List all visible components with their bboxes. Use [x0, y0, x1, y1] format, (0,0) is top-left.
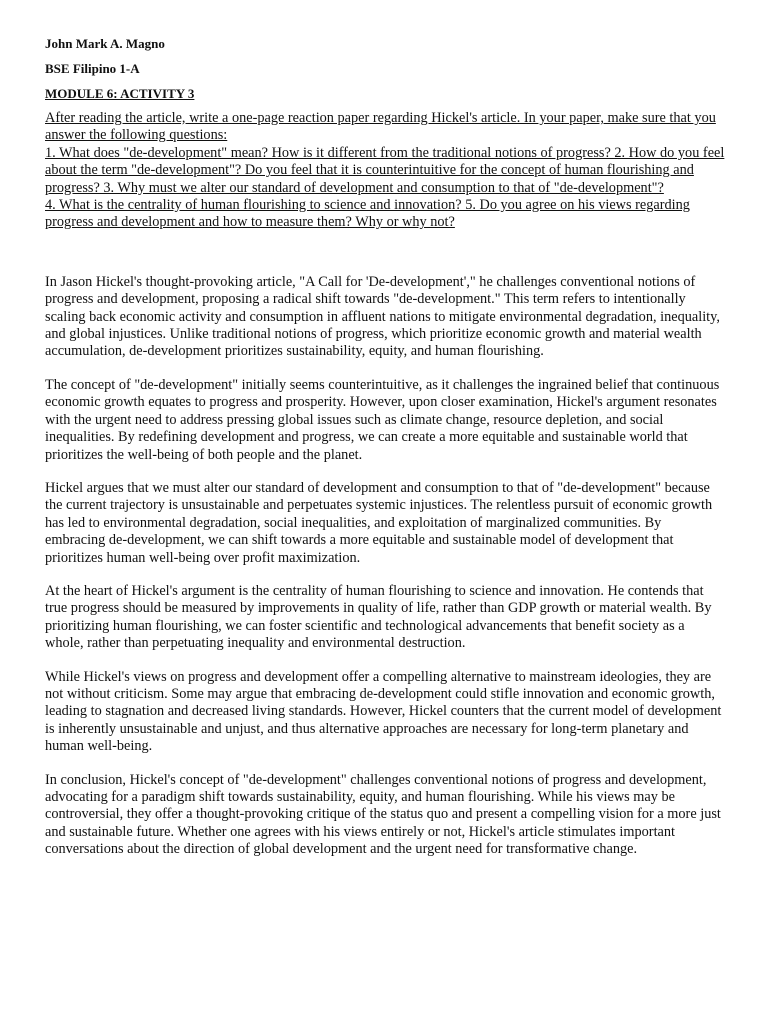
paragraph-alter-standard: Hickel argues that we must alter our standard of development and consumption to that of "de-development" because the current trajectory is unsustainable and perpetuates systemic injustices. The relentless pursuit of economic growth has led to environmental degradation, social inequalities, and exploitation of marginalized communities. By embracing de-development, we can shift towards a more equitable and sustainable model of development that prioritizes human well-being over profit maximization.: [45, 479, 713, 566]
paragraph-introduction: In Jason Hickel's thought-provoking article, "A Call for 'De-development'," he challenges conventional notions of progress and development, proposing a radical shift towards "de-development." This term refers to intentionally scaling back economic activity and consumption in affluent nations to mitigate environmental degradation, inequality, and global injustices. Unlike traditional notions of progress, which prioritize economic growth and material wealth accumulation, de-development prioritizes sustainability, equity, and human flourishing.: [45, 273, 720, 360]
course-section: BSE Filipino 1-A: [45, 61, 140, 76]
prompt-questions-1-3: 1. What does "de-development" mean? How is it different from the traditional notions of progress? 2. How do you feel about the term "de-development"? Do you feel that it is counterintuitive for the concept of human flourishing and progress? 3. Why must we alter our standard of development and consumption to that of "de-development"?: [45, 144, 725, 196]
document-page: [45, 36, 725, 875]
paragraph-human-flourishing: At the heart of Hickel's argument is the centrality of human flourishing to science and innovation. He contends that true progress should be measured by improvements in quality of life, rather than GDP growth or material wealth. By prioritizing human flourishing, we can foster scientific and technological advancements that benefit society as a whole, rather than perpetuating inequality and environmental destruction.: [45, 582, 712, 652]
module-title: MODULE 6: ACTIVITY 3: [45, 86, 195, 101]
paragraph-criticism: While Hickel's views on progress and development offer a compelling alternative to mainstream ideologies, they are not without criticism. Some may argue that embracing de-development could stifle innovation and economic growth, leading to stagnation and decreased living standards. However, Hickel counters that the current model of development is inherently unsustainable and unjust, and thus alternative approaches are necessary for long-term planetary and human well-being.: [45, 668, 722, 755]
assignment-prompt: [45, 110, 725, 232]
reaction-paper-body: [45, 274, 725, 859]
prompt-questions-4-5: 4. What is the centrality of human flourishing to science and innovation? 5. Do you agree on his views regarding progress and development and how to measure them? Why or why not?: [45, 197, 690, 231]
paragraph-conclusion: In conclusion, Hickel's concept of "de-development" challenges conventional notions of progress and development, advocating for a paradigm shift towards sustainability, equity, and human flourishing. While his views may be controversial, they offer a thought-provoking critique of the status quo and present a compelling vision for a more just and sustainable future. Whether one agrees with his views entirely or not, Hickel's article stimulates important conversations about the direction of global development and the urgent need for transformative change.: [45, 771, 721, 858]
prompt-intro: After reading the article, write a one-page reaction paper regarding Hickel's article. In your paper, make sure that you answer the following questions:: [45, 110, 716, 144]
author-name: John Mark A. Magno: [45, 36, 165, 51]
paragraph-counterintuitive: The concept of "de-development" initially seems counterintuitive, as it challenges the ingrained belief that continuous economic growth equates to progress and prosperity. However, upon closer examination, Hickel's argument resonates with the urgent need to address pressing global issues such as climate change, resource depletion, and social inequalities. By redefining development and progress, we can create a more equitable and sustainable world that prioritizes the well-being of both people and the planet.: [45, 376, 720, 463]
